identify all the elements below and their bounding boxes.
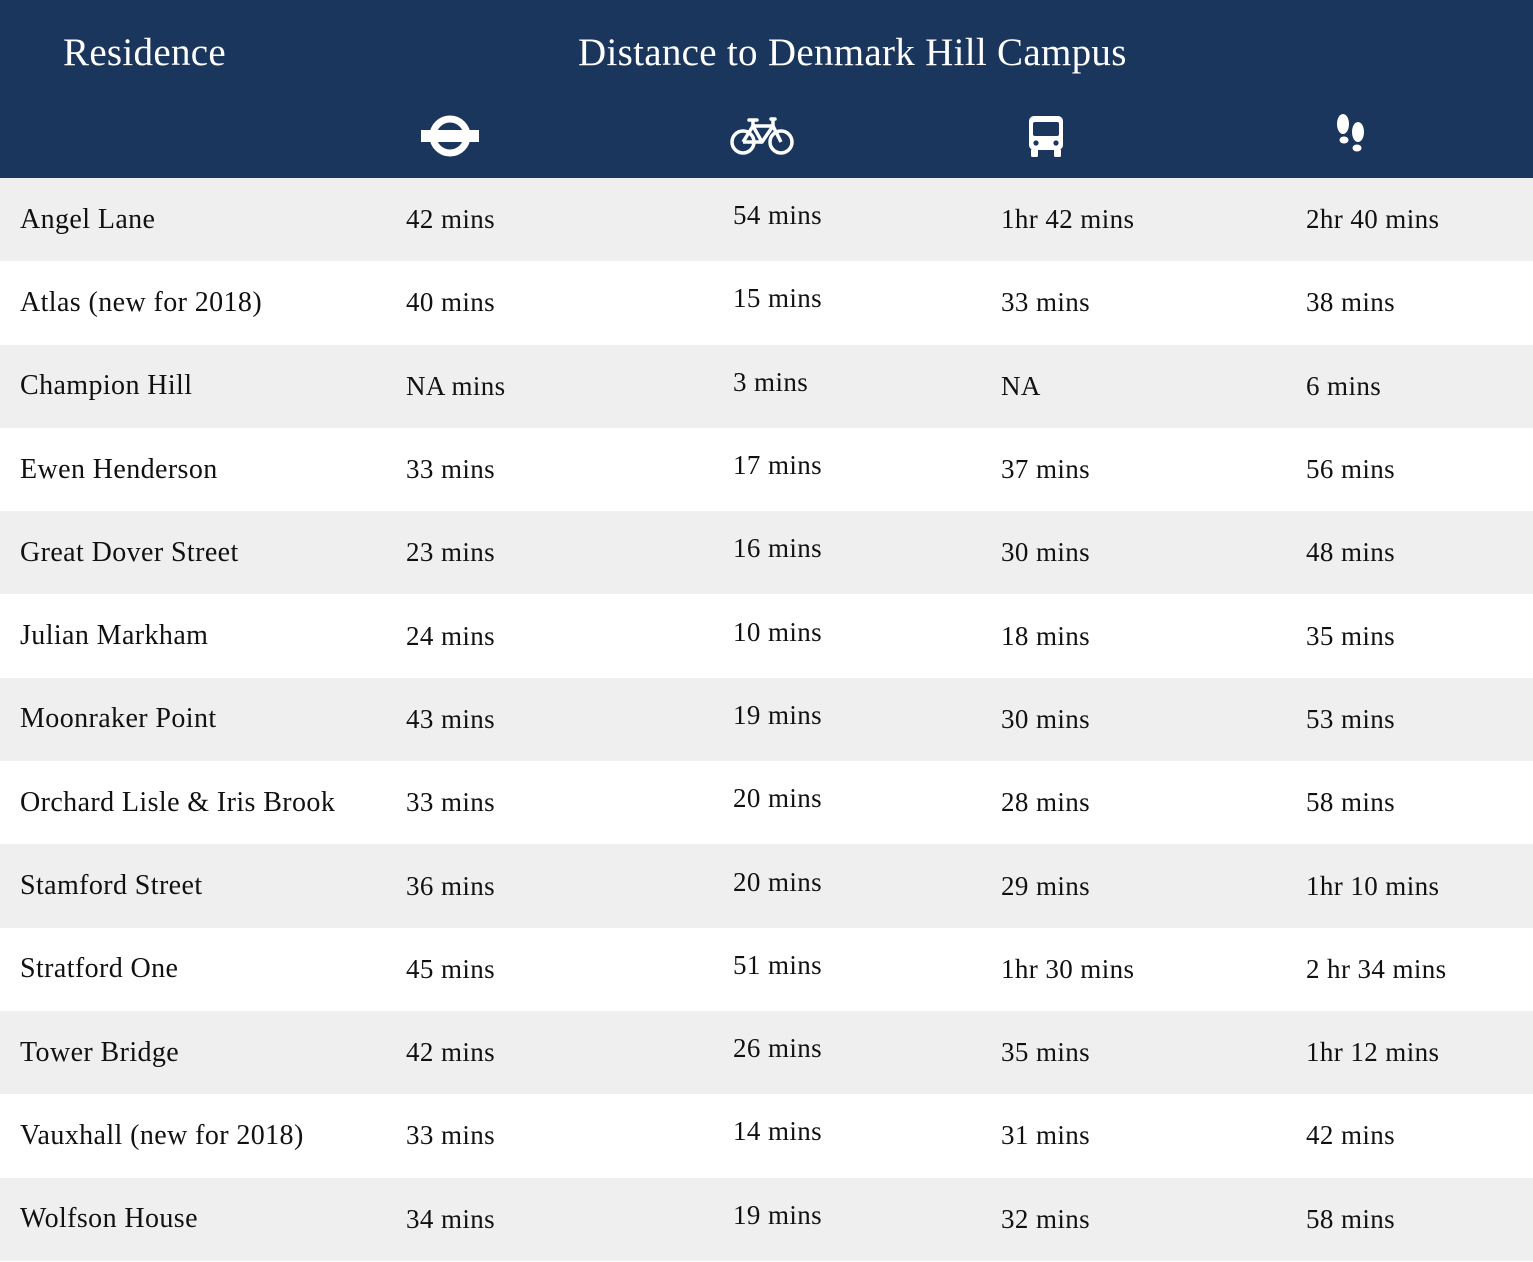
walk-time: 53 mins	[1306, 703, 1396, 734]
residence-name: Angel Lane	[20, 203, 156, 235]
residence-name: Moonraker Point	[20, 703, 217, 735]
table-body	[0, 178, 1533, 1261]
walk-time: 2hr 40 mins	[1306, 204, 1440, 235]
residence-name: Ewen Henderson	[20, 453, 218, 485]
table-row	[0, 844, 1533, 927]
cycle-time: 19 mins	[733, 699, 823, 730]
residence-name: Vauxhall (new for 2018)	[20, 1119, 304, 1151]
cycle-time: 15 mins	[733, 283, 823, 314]
residence-name: Wolfson House	[20, 1203, 198, 1235]
residence-name: Stamford Street	[20, 870, 203, 902]
cycle-time: 51 mins	[733, 949, 823, 980]
walk-time: 1hr 12 mins	[1306, 1037, 1440, 1068]
cycle-time: 20 mins	[733, 783, 823, 814]
cycle-time: 20 mins	[733, 866, 823, 897]
tube-time: 42 mins	[406, 1037, 496, 1068]
table-row	[0, 1011, 1533, 1094]
cycle-time: 3 mins	[733, 366, 809, 397]
walk-time: 42 mins	[1306, 1120, 1396, 1151]
cycle-time: 26 mins	[733, 1033, 823, 1064]
bus-time: 31 mins	[1001, 1120, 1091, 1151]
table-row	[0, 594, 1533, 677]
table-row	[0, 511, 1533, 594]
residence-name: Tower Bridge	[20, 1036, 180, 1068]
walk-time: 2 hr 34 mins	[1306, 953, 1447, 984]
cycle-time: 14 mins	[733, 1116, 823, 1147]
bus-time: NA	[1001, 370, 1041, 401]
table-row	[0, 1094, 1533, 1177]
walk-time: 56 mins	[1306, 454, 1396, 485]
tube-time: 24 mins	[406, 620, 496, 651]
bus-time: 35 mins	[1001, 1037, 1091, 1068]
table-row	[0, 428, 1533, 511]
cycle-time: 19 mins	[733, 1199, 823, 1230]
residence-name: Great Dover Street	[20, 536, 239, 568]
bus-time: 1hr 42 mins	[1001, 204, 1135, 235]
underground-icon	[420, 108, 480, 164]
bicycle-icon	[729, 108, 795, 164]
walk-time: 58 mins	[1306, 787, 1396, 818]
footsteps-icon	[1333, 108, 1369, 164]
cycle-time: 17 mins	[733, 450, 823, 481]
cycle-time: 54 mins	[733, 200, 823, 231]
table-row	[0, 761, 1533, 844]
table-row	[0, 345, 1533, 428]
bus-icon	[1026, 108, 1066, 164]
residence-name: Orchard Lisle & Iris Brook	[20, 786, 336, 818]
residence-name: Stratford One	[20, 953, 179, 985]
table-row	[0, 261, 1533, 344]
tube-time: 33 mins	[406, 787, 496, 818]
bus-time: 18 mins	[1001, 620, 1091, 651]
bus-time: 32 mins	[1001, 1203, 1091, 1234]
table-row	[0, 1178, 1533, 1261]
walk-time: 35 mins	[1306, 620, 1396, 651]
tube-time: 33 mins	[406, 1120, 496, 1151]
tube-time: 36 mins	[406, 870, 496, 901]
tube-time: 42 mins	[406, 204, 496, 235]
tube-time: NA mins	[406, 370, 506, 401]
bus-time: 30 mins	[1001, 537, 1091, 568]
residence-name: Atlas (new for 2018)	[20, 286, 263, 318]
tube-time: 43 mins	[406, 703, 496, 734]
bus-time: 30 mins	[1001, 703, 1091, 734]
tube-time: 23 mins	[406, 537, 496, 568]
walk-time: 48 mins	[1306, 537, 1396, 568]
bus-time: 29 mins	[1001, 870, 1091, 901]
table-row	[0, 678, 1533, 761]
bus-time: 37 mins	[1001, 454, 1091, 485]
residence-column-header: Residence	[63, 31, 226, 74]
walk-time: 58 mins	[1306, 1203, 1396, 1234]
table-header	[0, 0, 1533, 178]
table-row	[0, 928, 1533, 1011]
table-row	[0, 178, 1533, 261]
tube-time: 34 mins	[406, 1203, 496, 1234]
tube-time: 45 mins	[406, 953, 496, 984]
cycle-time: 10 mins	[733, 616, 823, 647]
walk-time: 6 mins	[1306, 370, 1382, 401]
campus-distance-header: Distance to Denmark Hill Campus	[578, 31, 1127, 74]
cycle-time: 16 mins	[733, 533, 823, 564]
residence-name: Julian Markham	[20, 620, 209, 652]
bus-time: 1hr 30 mins	[1001, 953, 1135, 984]
bus-time: 33 mins	[1001, 287, 1091, 318]
bus-time: 28 mins	[1001, 787, 1091, 818]
walk-time: 38 mins	[1306, 287, 1396, 318]
tube-time: 40 mins	[406, 287, 496, 318]
residence-name: Champion Hill	[20, 370, 193, 402]
tube-time: 33 mins	[406, 454, 496, 485]
walk-time: 1hr 10 mins	[1306, 870, 1440, 901]
